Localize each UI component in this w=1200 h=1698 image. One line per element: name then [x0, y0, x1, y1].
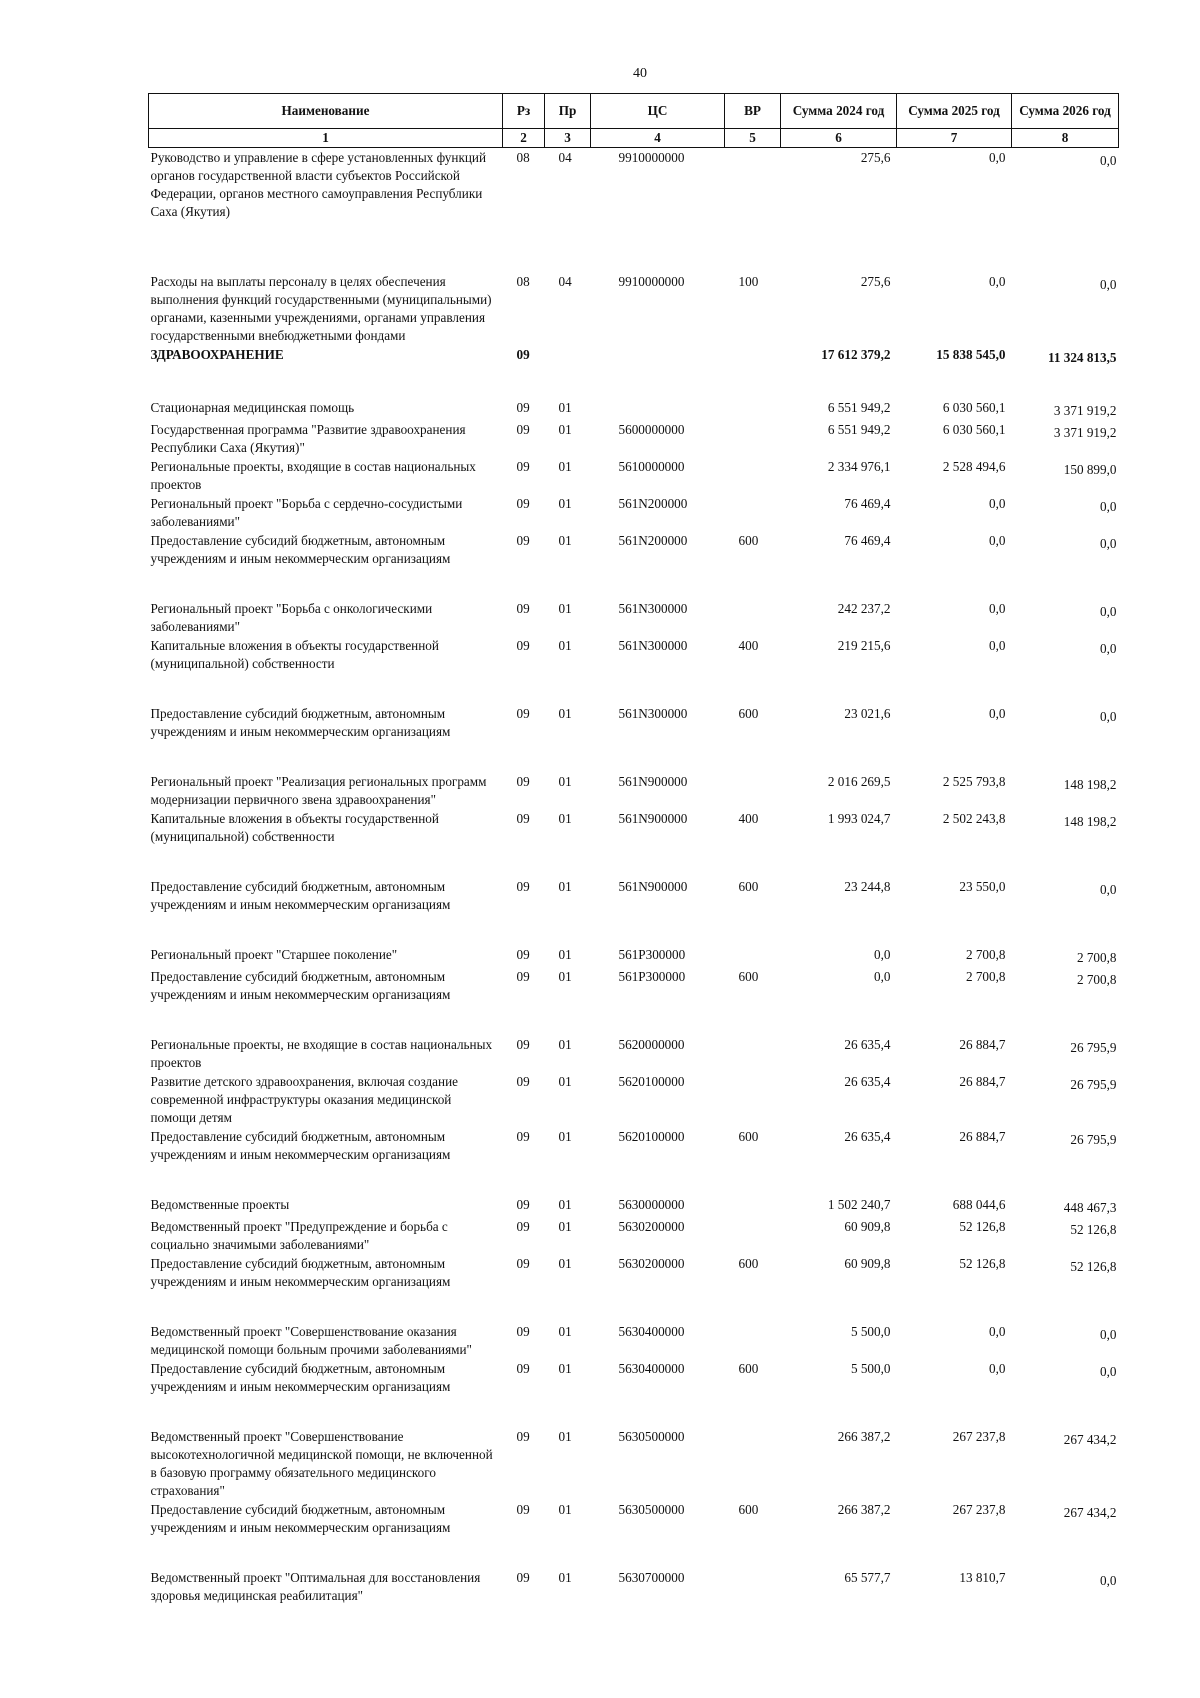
row-rz: 09	[516, 774, 530, 789]
row-sum-2024: 0,0	[874, 947, 891, 962]
table-row	[149, 494, 1119, 531]
row-pr: 01	[558, 459, 572, 474]
row-sum-2025: 26 884,7	[959, 1074, 1006, 1089]
row-pr: 01	[558, 1037, 572, 1052]
row-pr: 01	[558, 811, 572, 826]
row-sum-2026: 0,0	[1100, 277, 1117, 292]
table-row	[149, 636, 1119, 673]
row-cs: 9910000000	[618, 150, 685, 165]
row-rz: 09	[516, 422, 530, 437]
header-pr: Пр	[545, 94, 591, 129]
row-vr	[725, 1195, 781, 1217]
row-name: Региональный проект "Борьба с онкологическими заболеваниями"	[150, 601, 433, 634]
table-row	[149, 967, 1119, 1004]
row-sum-2024: 26 635,4	[844, 1074, 891, 1089]
row-name: Предоставление субсидий бюджетным, автономным учреждениям и иным некоммерческим организациям	[150, 706, 451, 739]
header-row	[149, 94, 1119, 129]
row-name: Региональные проекты, входящие в состав национальных проектов	[150, 459, 476, 492]
row-spacer	[149, 1004, 1119, 1035]
row-sum-2025: 26 884,7	[959, 1037, 1006, 1052]
row-spacer	[149, 1164, 1119, 1195]
row-sum-2025: 2 502 243,8	[942, 811, 1006, 826]
row-pr: 04	[558, 274, 572, 289]
row-sum-2025: 0,0	[989, 274, 1006, 289]
row-vr: 100	[738, 274, 759, 289]
row-sum-2024: 23 244,8	[844, 879, 891, 894]
row-sum-2024: 266 387,2	[837, 1502, 891, 1517]
row-spacer-cell	[149, 568, 1119, 599]
page-number: 40	[633, 66, 647, 81]
table-row	[149, 877, 1119, 914]
row-sum-2024: 2 334 976,1	[827, 459, 891, 474]
column-number: 7	[897, 129, 1012, 148]
header-rz: Рз	[503, 94, 545, 129]
row-pr: 01	[558, 533, 572, 548]
row-sum-2025: 267 237,8	[952, 1429, 1006, 1444]
table-row	[149, 272, 1119, 345]
row-name: Ведомственный проект "Совершенствование оказания медицинской помощи больным прочими заболеваниями"	[150, 1324, 472, 1357]
row-spacer-cell	[149, 741, 1119, 772]
row-rz: 09	[516, 1129, 530, 1144]
row-sum-2026: 0,0	[1100, 153, 1117, 168]
row-rz: 08	[516, 274, 530, 289]
row-pr: 01	[558, 1429, 572, 1444]
table-row	[149, 1427, 1119, 1500]
row-vr	[725, 1322, 781, 1359]
row-vr: 400	[738, 811, 759, 826]
row-cs: 5630700000	[618, 1570, 685, 1585]
row-pr: 01	[558, 1256, 572, 1271]
row-cs	[591, 398, 725, 420]
row-name: Ведомственный проект "Оптимальная для восстановления здоровья медицинская реабилитация"	[150, 1570, 481, 1603]
row-rz: 09	[516, 1074, 530, 1089]
row-cs: 5630500000	[618, 1429, 685, 1444]
row-rz: 09	[516, 706, 530, 721]
row-vr	[725, 420, 781, 457]
row-spacer-cell	[149, 1537, 1119, 1568]
row-spacer	[149, 846, 1119, 877]
row-cs: 561N300000	[618, 638, 688, 653]
row-cs: 561N300000	[618, 706, 688, 721]
row-sum-2026: 148 198,2	[1063, 814, 1117, 829]
table-row	[149, 1195, 1119, 1217]
row-spacer-cell	[149, 1164, 1119, 1195]
table-row	[149, 772, 1119, 809]
row-spacer-cell	[149, 221, 1119, 272]
table-row	[149, 1072, 1119, 1127]
row-vr: 600	[738, 533, 759, 548]
row-sum-2026: 0,0	[1100, 1573, 1117, 1588]
row-rz: 09	[516, 638, 530, 653]
row-cs: 561N200000	[618, 496, 688, 511]
row-pr: 01	[558, 422, 572, 437]
row-sum-2025: 6 030 560,1	[942, 400, 1006, 415]
header-vr: ВР	[725, 94, 781, 129]
row-rz: 09	[516, 811, 530, 826]
row-sum-2024: 26 635,4	[844, 1129, 891, 1144]
row-vr: 400	[738, 638, 759, 653]
row-sum-2026: 2 700,8	[1076, 972, 1117, 987]
row-cs: 561N900000	[618, 811, 688, 826]
header-name: Наименование	[149, 94, 503, 129]
row-spacer-cell	[149, 367, 1119, 398]
row-sum-2026: 26 795,9	[1070, 1132, 1117, 1147]
table-row	[149, 345, 1119, 367]
table-row	[149, 1359, 1119, 1396]
row-vr	[725, 1568, 781, 1605]
row-rz: 09	[516, 1037, 530, 1052]
row-sum-2024: 5 500,0	[850, 1324, 891, 1339]
row-rz: 09	[516, 1429, 530, 1444]
row-vr: 600	[738, 969, 759, 984]
row-spacer-cell	[149, 846, 1119, 877]
row-vr	[725, 345, 781, 367]
row-name: Региональный проект "Реализация региональных программ модернизации первичного звена здравоохранения"	[150, 774, 487, 807]
row-sum-2025: 52 126,8	[959, 1256, 1006, 1271]
row-rz: 09	[516, 1324, 530, 1339]
row-sum-2026: 267 434,2	[1063, 1432, 1117, 1447]
row-rz: 09	[516, 947, 530, 962]
row-sum-2025: 267 237,8	[952, 1502, 1006, 1517]
column-number: 4	[591, 129, 725, 148]
row-cs: 561N900000	[618, 879, 688, 894]
row-sum-2024: 23 021,6	[844, 706, 891, 721]
row-spacer-cell	[149, 1004, 1119, 1035]
row-name: Расходы на выплаты персоналу в целях обеспечения выполнения функций государственными (муниципальными) органами, казенными учреждениями, органами управления государственными внебюджетными фондами	[150, 274, 492, 343]
row-sum-2026: 0,0	[1100, 604, 1117, 619]
row-name: Предоставление субсидий бюджетным, автономным учреждениям и иным некоммерческим организациям	[150, 1129, 451, 1162]
row-sum-2026: 0,0	[1100, 882, 1117, 897]
row-spacer	[149, 568, 1119, 599]
row-spacer-cell	[149, 914, 1119, 945]
row-sum-2026: 0,0	[1100, 1327, 1117, 1342]
row-sum-2024: 1 502 240,7	[827, 1197, 891, 1212]
row-sum-2026: 3 371 919,2	[1053, 403, 1117, 418]
row-sum-2025: 688 044,6	[952, 1197, 1006, 1212]
row-rz: 09	[516, 347, 530, 362]
row-vr	[725, 599, 781, 636]
row-cs: 561N300000	[618, 601, 688, 616]
row-name: Региональный проект "Борьба с сердечно-сосудистыми заболеваниями"	[150, 496, 463, 529]
row-sum-2025: 23 550,0	[959, 879, 1006, 894]
table-row	[149, 1322, 1119, 1359]
row-cs: 561P300000	[618, 947, 686, 962]
row-cs: 5620000000	[618, 1037, 685, 1052]
row-name: Региональный проект "Старшее поколение"	[150, 947, 398, 962]
row-sum-2024: 60 909,8	[844, 1219, 891, 1234]
row-rz: 09	[516, 969, 530, 984]
row-pr: 01	[558, 496, 572, 511]
table-row	[149, 531, 1119, 568]
row-sum-2025: 0,0	[989, 706, 1006, 721]
table-row	[149, 148, 1119, 222]
row-rz: 09	[516, 601, 530, 616]
row-vr	[725, 772, 781, 809]
row-rz: 08	[516, 150, 530, 165]
row-cs: 5630400000	[618, 1361, 685, 1376]
row-pr: 01	[558, 969, 572, 984]
row-cs	[591, 345, 725, 367]
row-pr: 01	[558, 1324, 572, 1339]
row-vr: 600	[738, 1502, 759, 1517]
row-cs: 9910000000	[618, 274, 685, 289]
row-name: Предоставление субсидий бюджетным, автономным учреждениям и иным некоммерческим организациям	[150, 879, 451, 912]
row-vr	[725, 148, 781, 222]
row-pr: 01	[558, 1129, 572, 1144]
column-number: 5	[725, 129, 781, 148]
row-rz: 09	[516, 1219, 530, 1234]
row-spacer-cell	[149, 1291, 1119, 1322]
header-sum-2026: Сумма 2026 год	[1012, 94, 1119, 129]
row-pr: 01	[558, 1570, 572, 1585]
row-sum-2024: 26 635,4	[844, 1037, 891, 1052]
row-sum-2026: 26 795,9	[1070, 1077, 1117, 1092]
row-rz: 09	[516, 1502, 530, 1517]
row-sum-2025: 0,0	[989, 533, 1006, 548]
row-sum-2024: 5 500,0	[850, 1361, 891, 1376]
row-sum-2025: 2 700,8	[965, 947, 1006, 962]
row-sum-2024: 275,6	[860, 274, 891, 289]
header-sum-2024: Сумма 2024 год	[781, 94, 897, 129]
column-number: 3	[545, 129, 591, 148]
row-cs: 5630000000	[618, 1197, 685, 1212]
row-spacer	[149, 1537, 1119, 1568]
row-name: Ведомственные проекты	[150, 1197, 290, 1212]
row-sum-2026: 0,0	[1100, 536, 1117, 551]
row-rz: 09	[516, 533, 530, 548]
row-spacer	[149, 914, 1119, 945]
row-sum-2026: 148 198,2	[1063, 777, 1117, 792]
row-pr: 01	[558, 706, 572, 721]
row-spacer	[149, 1396, 1119, 1427]
row-name: Развитие детского здравоохранения, включая создание современной инфраструктуры оказания медицинской помощи детям	[150, 1074, 459, 1125]
table-body	[149, 148, 1119, 1606]
column-number: 2	[503, 129, 545, 148]
row-name: Предоставление субсидий бюджетным, автономным учреждениям и иным некоммерческим организациям	[150, 969, 451, 1002]
row-sum-2024: 76 469,4	[844, 533, 891, 548]
row-sum-2025: 0,0	[989, 150, 1006, 165]
row-pr: 01	[558, 1074, 572, 1089]
row-sum-2024: 6 551 949,2	[827, 400, 891, 415]
table-row	[149, 704, 1119, 741]
row-name: Государственная программа "Развитие здравоохранения Республики Саха (Якутия)"	[150, 422, 466, 455]
row-sum-2025: 6 030 560,1	[942, 422, 1006, 437]
row-cs: 5630200000	[618, 1256, 685, 1271]
row-sum-2024: 2 016 269,5	[827, 774, 891, 789]
row-name: Руководство и управление в сфере установленных функций органов государственной власти субъектов Российской Федерации, органов местного самоуправления Республики Саха (Якутия)	[150, 150, 487, 219]
row-sum-2025: 13 810,7	[959, 1570, 1006, 1585]
row-rz: 09	[516, 459, 530, 474]
row-pr: 01	[558, 879, 572, 894]
row-sum-2025: 2 700,8	[965, 969, 1006, 984]
row-pr: 01	[558, 400, 572, 415]
row-sum-2024: 60 909,8	[844, 1256, 891, 1271]
row-rz: 09	[516, 400, 530, 415]
row-cs: 5620100000	[618, 1129, 685, 1144]
row-vr	[725, 945, 781, 967]
table-row	[149, 945, 1119, 967]
row-vr	[725, 398, 781, 420]
row-pr: 01	[558, 601, 572, 616]
row-cs: 5620100000	[618, 1074, 685, 1089]
row-sum-2025: 2 525 793,8	[942, 774, 1006, 789]
column-number: 1	[149, 129, 503, 148]
row-sum-2025: 0,0	[989, 1324, 1006, 1339]
table-row	[149, 1568, 1119, 1605]
table-row	[149, 1035, 1119, 1072]
row-name: Ведомственный проект "Предупреждение и борьба с социально значимыми заболеваниями"	[150, 1219, 448, 1252]
row-cs: 5630200000	[618, 1219, 685, 1234]
row-vr: 600	[738, 706, 759, 721]
row-name: Ведомственный проект "Совершенствование высокотехнологичной медицинской помощи, не включенной в базовую программу обязательного медицинского страхования"	[150, 1429, 493, 1498]
row-cs: 561N900000	[618, 774, 688, 789]
budget-table	[148, 93, 1119, 1605]
row-sum-2025: 52 126,8	[959, 1219, 1006, 1234]
row-sum-2026: 26 795,9	[1070, 1040, 1117, 1055]
row-vr: 600	[738, 1256, 759, 1271]
row-sum-2024: 65 577,7	[844, 1570, 891, 1585]
row-rz: 09	[516, 1197, 530, 1212]
row-rz: 09	[516, 1570, 530, 1585]
table-row	[149, 599, 1119, 636]
column-number: 8	[1012, 129, 1119, 148]
row-vr	[725, 1072, 781, 1127]
row-sum-2025: 0,0	[989, 601, 1006, 616]
row-spacer	[149, 367, 1119, 398]
row-pr: 01	[558, 1219, 572, 1234]
row-cs: 5630400000	[618, 1324, 685, 1339]
column-number-row	[149, 129, 1119, 148]
row-sum-2025: 0,0	[989, 638, 1006, 653]
row-sum-2026: 0,0	[1100, 1364, 1117, 1379]
row-cs: 5600000000	[618, 422, 685, 437]
row-sum-2025: 2 528 494,6	[942, 459, 1006, 474]
row-rz: 09	[516, 1361, 530, 1376]
table-row	[149, 420, 1119, 457]
row-spacer	[149, 1291, 1119, 1322]
row-pr: 01	[558, 774, 572, 789]
table-row	[149, 1127, 1119, 1164]
column-number: 6	[781, 129, 897, 148]
row-vr: 600	[738, 879, 759, 894]
row-rz: 09	[516, 879, 530, 894]
row-sum-2026: 448 467,3	[1063, 1200, 1117, 1215]
table-row	[149, 1254, 1119, 1291]
row-vr	[725, 457, 781, 494]
row-sum-2025: 15 838 545,0	[936, 347, 1006, 362]
row-name: Капитальные вложения в объекты государственной (муниципальной) собственности	[150, 811, 439, 844]
row-pr: 01	[558, 1197, 572, 1212]
row-sum-2026: 0,0	[1100, 709, 1117, 724]
row-name: Предоставление субсидий бюджетным, автономным учреждениям и иным некоммерческим организациям	[150, 1256, 451, 1289]
row-name: Стационарная медицинская помощь	[150, 400, 355, 415]
row-sum-2024: 219 215,6	[837, 638, 891, 653]
row-sum-2026: 3 371 919,2	[1053, 425, 1117, 440]
row-sum-2026: 52 126,8	[1070, 1259, 1117, 1274]
table-row	[149, 1500, 1119, 1537]
row-spacer-cell	[149, 1396, 1119, 1427]
table-row	[149, 398, 1119, 420]
row-sum-2024: 6 551 949,2	[827, 422, 891, 437]
row-cs: 5610000000	[618, 459, 685, 474]
row-pr: 01	[558, 1361, 572, 1376]
row-sum-2026: 52 126,8	[1070, 1222, 1117, 1237]
row-sum-2026: 0,0	[1100, 499, 1117, 514]
row-vr	[725, 1427, 781, 1500]
row-sum-2026: 150 899,0	[1063, 462, 1117, 477]
row-spacer	[149, 221, 1119, 272]
row-rz: 09	[516, 496, 530, 511]
row-cs: 5630500000	[618, 1502, 685, 1517]
row-sum-2024: 0,0	[874, 969, 891, 984]
row-sum-2025: 26 884,7	[959, 1129, 1006, 1144]
row-name: Предоставление субсидий бюджетным, автономным учреждениям и иным некоммерческим организациям	[150, 533, 451, 566]
row-pr	[545, 345, 591, 367]
row-name: Предоставление субсидий бюджетным, автономным учреждениям и иным некоммерческим организациям	[150, 1361, 451, 1394]
row-vr	[725, 1217, 781, 1254]
row-pr: 04	[558, 150, 572, 165]
row-name: ЗДРАВООХРАНЕНИЕ	[150, 347, 284, 362]
row-cs: 561N200000	[618, 533, 688, 548]
row-vr	[725, 494, 781, 531]
row-spacer	[149, 741, 1119, 772]
row-pr: 01	[558, 1502, 572, 1517]
row-sum-2026: 11 324 813,5	[1047, 350, 1117, 365]
row-spacer	[149, 673, 1119, 704]
row-sum-2024: 266 387,2	[837, 1429, 891, 1444]
header-cs: ЦС	[591, 94, 725, 129]
row-vr: 600	[738, 1129, 759, 1144]
header-sum-2025: Сумма 2025 год	[897, 94, 1012, 129]
row-sum-2024: 17 612 379,2	[821, 347, 891, 362]
row-sum-2025: 0,0	[989, 496, 1006, 511]
row-vr	[725, 1035, 781, 1072]
row-sum-2026: 267 434,2	[1063, 1505, 1117, 1520]
row-sum-2026: 2 700,8	[1076, 950, 1117, 965]
row-pr: 01	[558, 638, 572, 653]
row-sum-2024: 275,6	[860, 150, 891, 165]
row-vr: 600	[738, 1361, 759, 1376]
table-row	[149, 457, 1119, 494]
row-pr: 01	[558, 947, 572, 962]
row-sum-2024: 242 237,2	[837, 601, 891, 616]
row-spacer-cell	[149, 673, 1119, 704]
row-sum-2024: 76 469,4	[844, 496, 891, 511]
row-rz: 09	[516, 1256, 530, 1271]
row-name: Региональные проекты, не входящие в состав национальных проектов	[150, 1037, 493, 1070]
row-sum-2024: 1 993 024,7	[827, 811, 891, 826]
table-row	[149, 1217, 1119, 1254]
table-row	[149, 809, 1119, 846]
row-cs: 561P300000	[618, 969, 686, 984]
row-name: Капитальные вложения в объекты государственной (муниципальной) собственности	[150, 638, 439, 671]
row-name: Предоставление субсидий бюджетным, автономным учреждениям и иным некоммерческим организациям	[150, 1502, 451, 1535]
row-sum-2026: 0,0	[1100, 641, 1117, 656]
row-sum-2025: 0,0	[989, 1361, 1006, 1376]
